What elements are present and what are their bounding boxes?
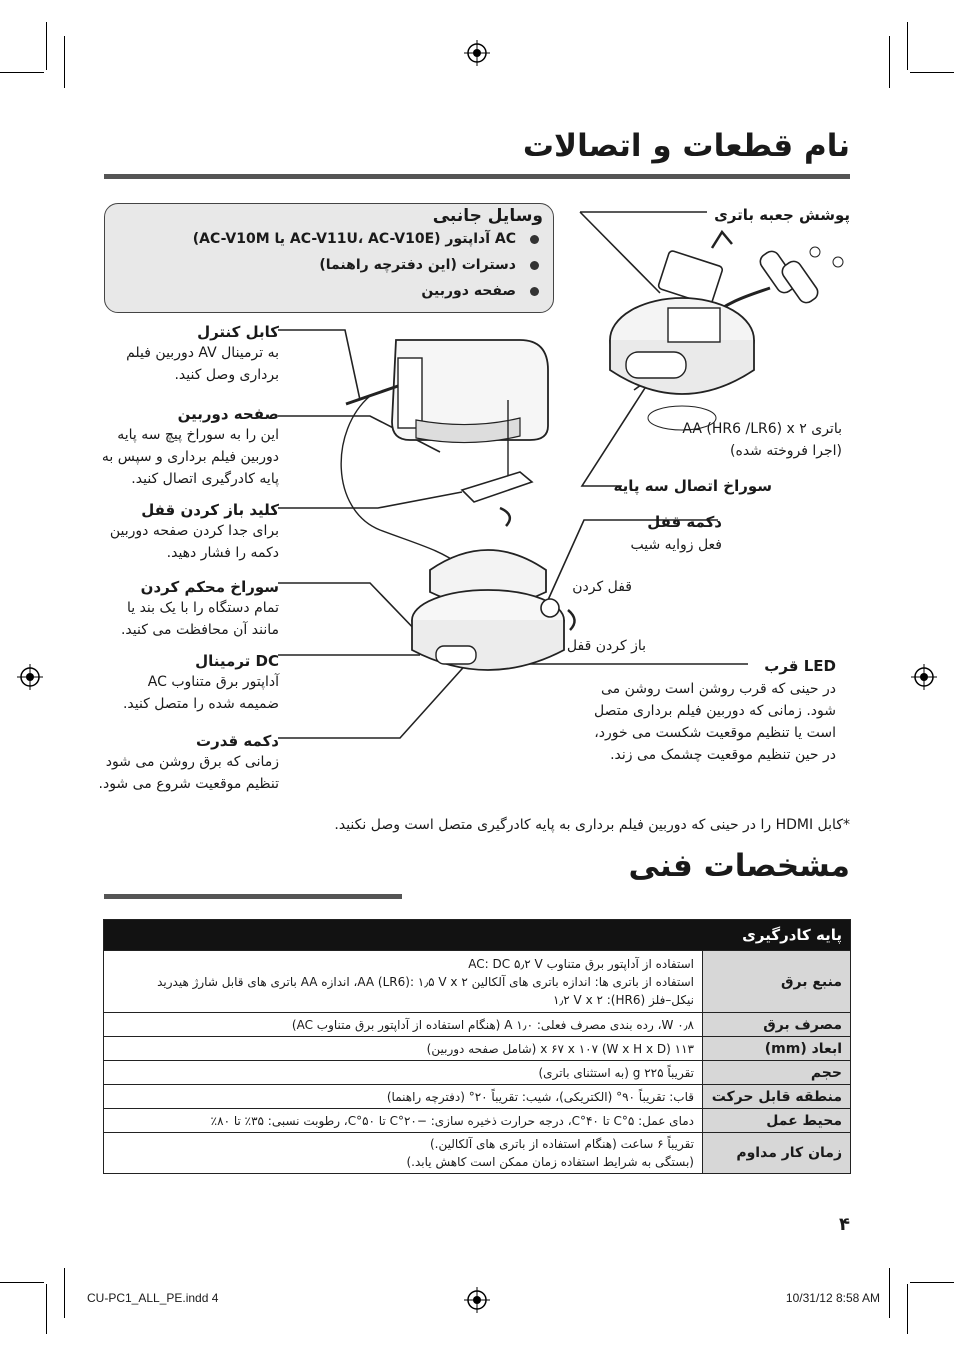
callout-control-cable: کابل کنترل به ترمینال AV دوربین فیلم برداری وصل کنید. bbox=[126, 323, 279, 383]
crop-mark bbox=[46, 1284, 47, 1334]
footer-file: CU-PC1_ALL_PE.indd 4 bbox=[87, 1291, 219, 1305]
section-title: نام قطعات و اتصالات bbox=[522, 128, 850, 164]
title-rule bbox=[104, 174, 850, 179]
spec-value: استفاده از آداپتور برق متناوب AC: DC ۵٫۲ V استفاده از باتری ها: اندازه باتری های آلکالین AA (LR6): ۱٫۵ V x ۲، اندازه AA باتری های قابل شارژ هیدرید نیکل–فلز (HR6): ۱٫۲ V x ۲ bbox=[104, 951, 703, 1013]
crop-mark bbox=[889, 1268, 890, 1318]
table-row bbox=[104, 1109, 851, 1133]
table-header-row bbox=[104, 920, 851, 951]
crop-mark bbox=[0, 72, 44, 73]
spec-key: منطقه قابل حرکت bbox=[703, 1085, 851, 1109]
crop-mark bbox=[64, 36, 65, 88]
spec-value: تقریباً ۶ ساعت (هنگام استفاده از باتری های آلکالین.) (بستگی به شرایط استفاده زمان ممکن است کاهش یابد.) bbox=[104, 1133, 703, 1174]
table-row bbox=[104, 1013, 851, 1037]
label-lock-button: دکمه قفل bbox=[647, 513, 722, 531]
crop-mark bbox=[889, 36, 890, 88]
spec-key: ابعاد (mm) bbox=[703, 1037, 851, 1061]
label-unlock-word: باز کردن قفل bbox=[566, 638, 646, 654]
registration-mark-icon bbox=[464, 40, 490, 66]
pan-head-base bbox=[412, 550, 575, 670]
spec-value: دمای عمل: ۵°C تا ۴۰°C، درجه حرارت ذخیره سازی: −۲۰°C تا ۵۰°C، رطوبت نسبی: ۳۵٪ تا ۸۰٪ bbox=[104, 1109, 703, 1133]
callout-camera-plate: صفحه دوربین این را به سوراخ پیچ سه پایه دوربین فیلم برداری و سپس به پایه کادرگیری اتصال کنید. bbox=[101, 405, 279, 487]
accessory-item: دسترات (این دفترچه راهنما) bbox=[105, 252, 539, 278]
label-tripod-slot: سوراخ اتصال سه پایه bbox=[613, 477, 772, 495]
crop-mark bbox=[907, 1284, 908, 1334]
table-row bbox=[104, 951, 851, 1013]
battery-cover-icon bbox=[658, 250, 724, 305]
page-number: ۴ bbox=[839, 1214, 850, 1235]
accessory-item: صفحه دوربین bbox=[105, 278, 539, 304]
crop-mark bbox=[64, 1268, 65, 1318]
table-row bbox=[104, 1133, 851, 1174]
crop-mark bbox=[910, 1282, 954, 1283]
accessory-item: AC آداپتور (AC-V11U، AC-V10E یا AC-V10M) bbox=[105, 226, 539, 252]
callout-power-button: دکمه قدرت زمانی که برق روشن می شود تنظیم موقعیت شروع می شود. bbox=[98, 732, 279, 792]
callout-release-key: کلید باز کردن قفل برای جدا کردن صفحه دوربین دکمه را فشار دهید. bbox=[109, 501, 279, 561]
registration-mark-icon bbox=[464, 1287, 490, 1313]
spec-value: قاب: تقریباً ۹۰° (الکتریکی)، شیب: تقریباً ۲۰° (دفترچه راهنما) bbox=[104, 1085, 703, 1109]
spec-key: حجم bbox=[703, 1061, 851, 1085]
spec-key: محیط عمل bbox=[703, 1109, 851, 1133]
camcorder-illustration bbox=[341, 340, 548, 565]
label-led-text: در حینی که قرب روشن است روشن می شود. زمانی که دوربین فیلم برداری متصل است یا تنظیم موقعیت شکست می خورد، در حین تنظیم موقعیت چشمک می زند. bbox=[594, 681, 836, 763]
label-battery-cover: پوشش جعبه باتری bbox=[714, 206, 850, 224]
crop-mark bbox=[910, 72, 954, 73]
crop-mark bbox=[46, 22, 47, 70]
label-aa-note: (اجرا فروخته شده) bbox=[730, 443, 842, 459]
label-lock-note: فعل زوایه شیب bbox=[630, 537, 722, 553]
battery-icon bbox=[757, 247, 843, 306]
callout-dc-terminal: DC ترمینال آداپتور برق متناوب AC ضمیمه شده را متصل کنید. bbox=[122, 652, 279, 712]
hdmi-note: *کابل HDMI را در حینی که دوربین فیلم برداری به پایه کادرگیری متصل است وصل نکنید. bbox=[334, 817, 850, 833]
accessories-title: وسایل جانبی bbox=[432, 206, 543, 226]
label-aa-batteries: باتری AA (HR6 /LR6) x ۲ bbox=[682, 421, 842, 437]
table-row bbox=[104, 1085, 851, 1109]
spec-value: ۰٫۸ W، رده بندی مصرف فعلی: ۱٫۰ A (هنگام استفاده از آداپتور برق متناوب AC) bbox=[104, 1013, 703, 1037]
table-row bbox=[104, 1037, 851, 1061]
spec-table bbox=[103, 919, 851, 1174]
crop-mark bbox=[0, 1282, 44, 1283]
callout-secure-hole: سوراخ محکم کردن تمام دستگاه را با یک بند یا مانند آن محافظت می کنید. bbox=[120, 578, 279, 638]
footer-date: 10/31/12 8:58 AM bbox=[785, 1291, 880, 1305]
table-header: پایه کادرگیری bbox=[104, 920, 851, 951]
spec-key: منبع برق bbox=[703, 951, 851, 1013]
label-led: LED قرب bbox=[764, 657, 836, 675]
table-row bbox=[104, 1061, 851, 1085]
title-rule bbox=[104, 894, 402, 899]
spec-value: تقریباً ۲۲۵ g (به استثنای باتری) bbox=[104, 1061, 703, 1085]
crop-mark bbox=[907, 22, 908, 70]
spec-key: مصرف برق bbox=[703, 1013, 851, 1037]
spec-key: زمان کار مداوم bbox=[703, 1133, 851, 1174]
label-lock-word: قفل کردن bbox=[572, 579, 632, 595]
spec-section-title: مشخصات فنی bbox=[628, 848, 850, 884]
spec-value: ۱۱۳ x ۶۷ x ۱۰۷ (W x H x D) (شامل صفحه دوربین) bbox=[104, 1037, 703, 1061]
